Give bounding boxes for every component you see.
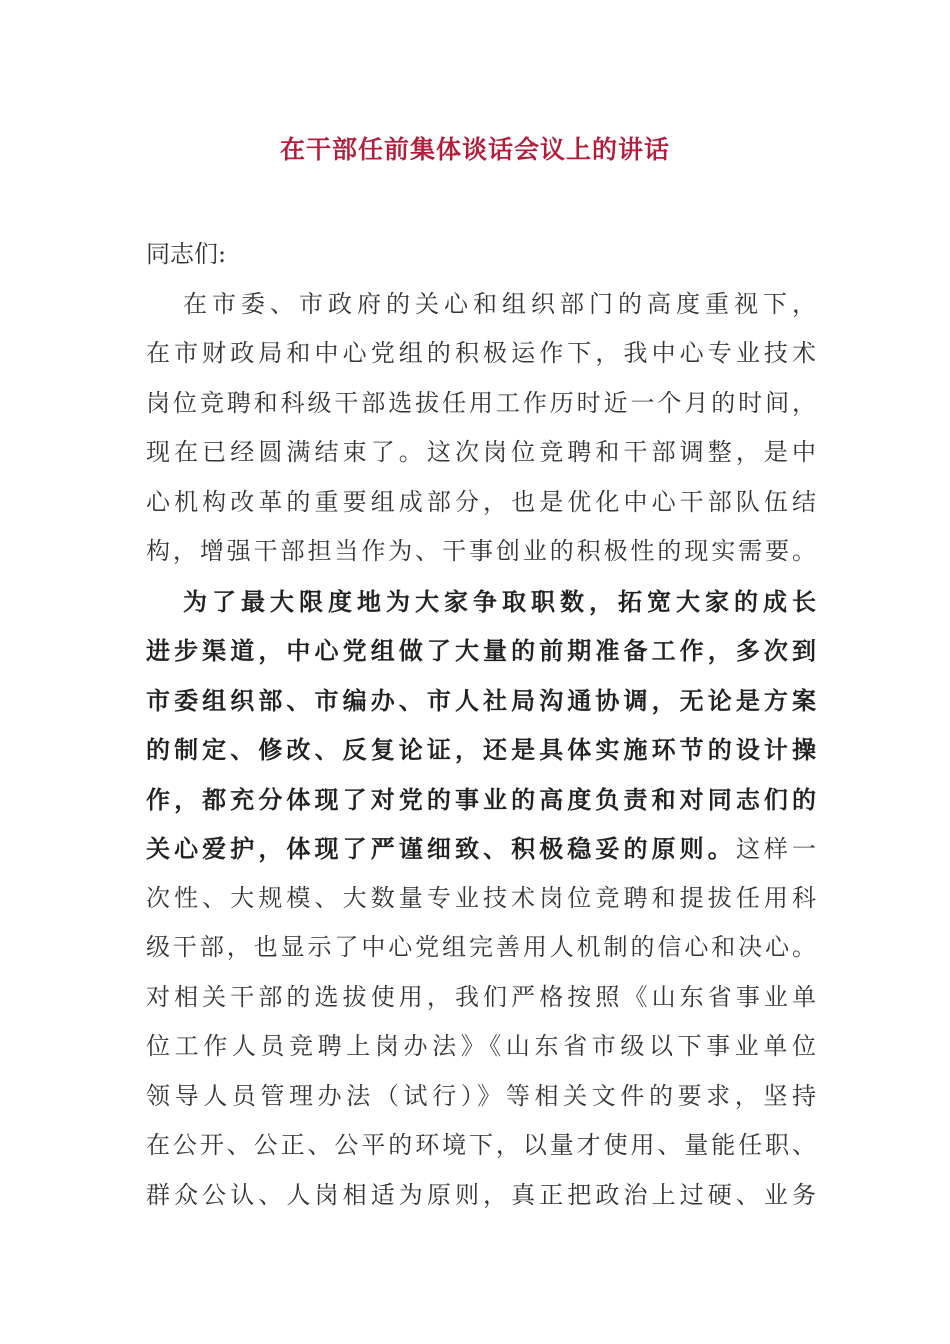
document-title: 在干部任前集体谈话会议上的讲话: [279, 135, 670, 164]
salutation: 同志们:: [146, 240, 227, 268]
paragraph-line-bold: 进步渠道，中心党组做了大量的前期准备工作，多次到: [146, 636, 816, 665]
paragraph-line: 位工作人员竞聘上岗办法》《山东省市级以下事业单位: [146, 1032, 816, 1060]
paragraph-line: 在公开、公正、公平的环境下，以量才使用、量能任职、: [146, 1131, 816, 1159]
paragraph-line: 现在已经圆满结束了。这次岗位竞聘和干部调整，是中: [146, 438, 816, 466]
paragraph-line: 构，增强干部担当作为、干事创业的积极性的现实需要。: [146, 537, 816, 565]
paragraph-line: 次性、大规模、大数量专业技术岗位竞聘和提拔任用科: [146, 883, 816, 912]
paragraph-line: 岗位竞聘和科级干部选拔任用工作历时近一个月的时间，: [146, 388, 816, 417]
document-body: [146, 230, 816, 1220]
paragraph-line: 级干部，也显示了中心党组完善用人机制的信心和决心。: [146, 933, 816, 961]
paragraph-line-bold: 的制定、修改、反复论证，还是具体实施环节的设计操: [146, 735, 816, 764]
paragraph-line: 群众公认、人岗相适为原则，真正把政治上过硬、业务: [146, 1180, 816, 1209]
paragraph-line-mixed: [146, 824, 816, 874]
paragraph-line: 心机构改革的重要组成部分，也是优化中心干部队伍结: [146, 487, 816, 516]
paragraph-line: 领导人员管理办法（试行）》等相关文件的要求，坚持: [146, 1081, 816, 1110]
paragraph-line: 在市委、市政府的关心和组织部门的高度重视下，: [183, 289, 816, 318]
bold-segment: 关心爱护，体现了严谨细致、积极稳妥的原则。: [146, 834, 736, 863]
paragraph-line-bold: 为了最大限度地为大家争取职数，拓宽大家的成长: [183, 586, 816, 616]
paragraph-line-bold: 作，都充分体现了对党的事业的高度负责和对同志们的: [146, 784, 816, 814]
paragraph-line-bold: 市委组织部、市编办、市人社局沟通协调，无论是方案: [146, 685, 816, 715]
normal-segment: 这样一: [735, 835, 817, 863]
paragraph-line: 在市财政局和中心党组的积极运作下，我中心专业技术: [146, 339, 816, 367]
paragraph-line: 对相关干部的选拔使用，我们严格按照《山东省事业单: [146, 982, 816, 1011]
